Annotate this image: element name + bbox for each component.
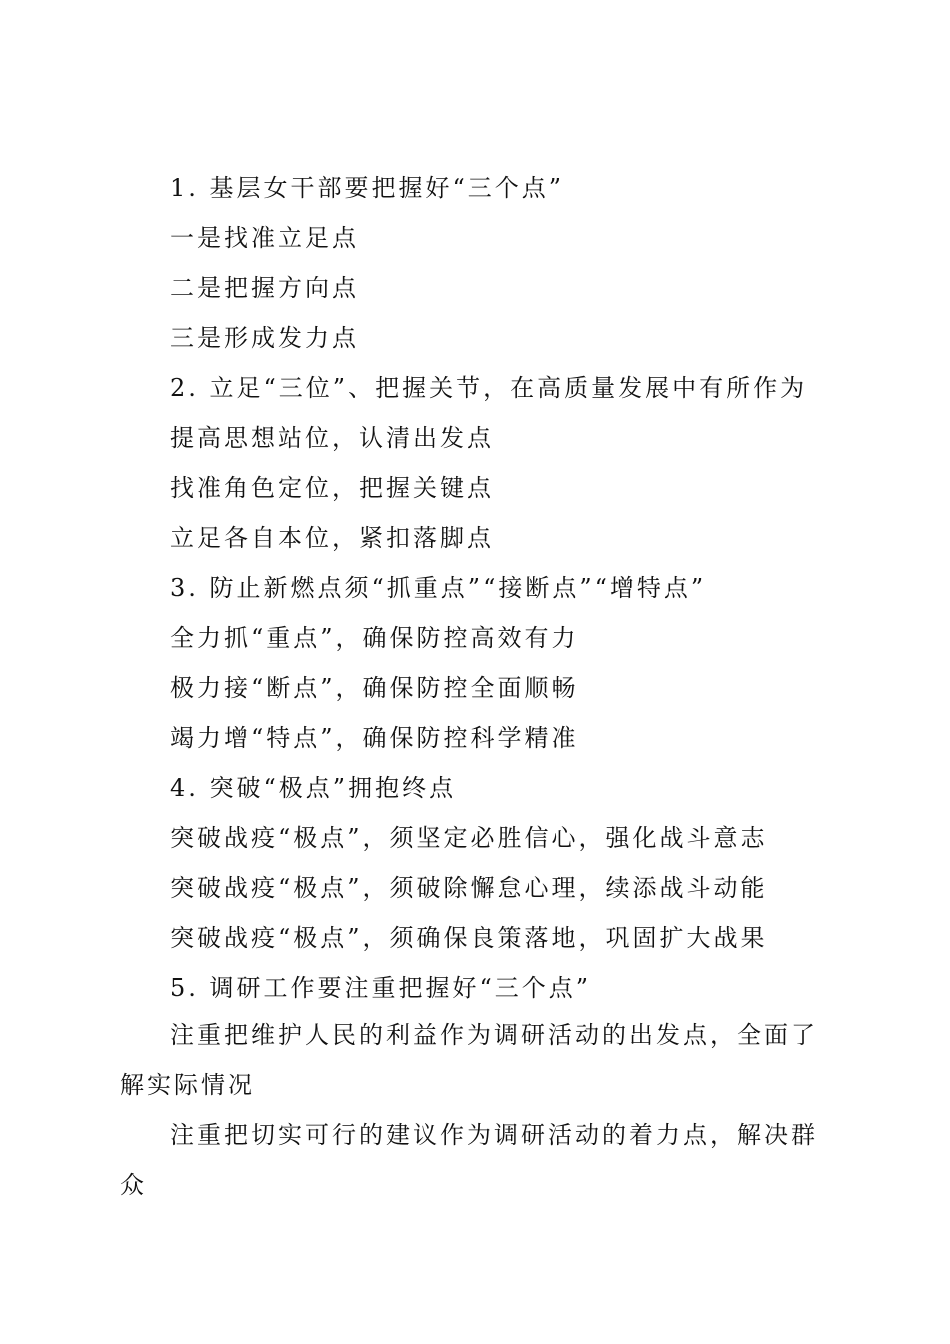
text-line: 竭力增“特点”，确保防控科学精准	[170, 724, 579, 752]
text-line: 突破战疫“极点”，须坚定必胜信心，强化战斗意志	[170, 824, 768, 852]
text-line: 极力接“断点”，确保防控全面顺畅	[170, 674, 579, 702]
text-line: 一是找准立足点	[170, 224, 359, 252]
text-line: 提高思想站位，认清出发点	[170, 424, 494, 452]
heading-4: 4. 突破“极点”拥抱终点	[170, 774, 457, 802]
text-line: 全力抓“重点”，确保防控高效有力	[170, 624, 579, 652]
text-line: 突破战疫“极点”，须确保良策落地，巩固扩大战果	[170, 924, 768, 952]
text-line: 立足各自本位，紧扣落脚点	[170, 524, 494, 552]
paragraph: 注重把维护人民的利益作为调研活动的出发点，全面了解实际情况	[120, 1021, 818, 1099]
heading-2: 2. 立足“三位”、把握关节，在高质量发展中有所作为	[170, 374, 808, 402]
text-line: 找准角色定位，把握关键点	[170, 474, 494, 502]
text-line: 三是形成发力点	[170, 324, 359, 352]
heading-1: 1. 基层女干部要把握好“三个点”	[170, 174, 565, 202]
heading-3: 3. 防止新燃点须“抓重点”“接断点”“增特点”	[170, 574, 707, 602]
paragraph: 注重把切实可行的建议作为调研活动的着力点，解决群众	[120, 1121, 818, 1199]
text-line: 二是把握方向点	[170, 274, 359, 302]
text-line: 突破战疫“极点”，须破除懈怠心理，续添战斗动能	[170, 874, 768, 902]
heading-5: 5. 调研工作要注重把握好“三个点”	[170, 974, 592, 1002]
